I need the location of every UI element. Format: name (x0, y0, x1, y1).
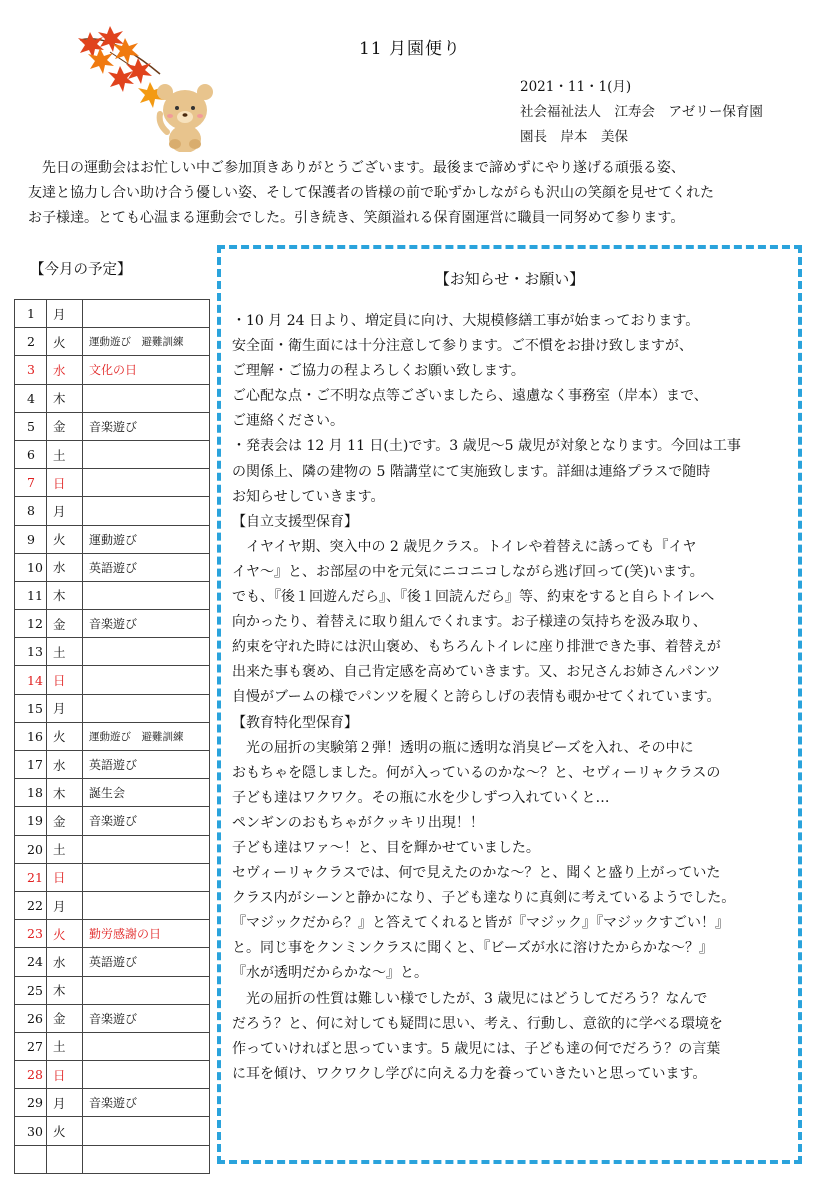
notice-line: 子ども達はワクワク。その瓶に水を少しずつ入れていくと… (232, 789, 610, 806)
schedule-day: 14 (15, 666, 47, 694)
schedule-weekday: 木 (47, 976, 83, 1004)
table-row (15, 1089, 210, 1117)
schedule-event (83, 497, 210, 525)
schedule-weekday: 金 (47, 1004, 83, 1032)
notice-line: に耳を傾け、ワクワクし学びに向える力を養っていきたいと思っています。 (232, 1065, 707, 1082)
schedule-day: 1 (15, 300, 47, 328)
notice-title: 【お知らせ・お願い】 (434, 270, 585, 288)
schedule-event: 勤労感謝の日 (83, 920, 210, 948)
notice-line: お知らせしていきます。 (232, 488, 385, 505)
notice-line: 自慢がブームの様でパンツを履くと誇らしげの表情も覗かせてくれています。 (232, 689, 721, 706)
notice-line: ペンギンのおもちゃがクッキリ出現！！ (232, 814, 484, 831)
schedule-event (83, 976, 210, 1004)
schedule-day: 2 (15, 328, 47, 356)
table-row (15, 1145, 210, 1173)
schedule-event (83, 638, 210, 666)
table-row (15, 384, 210, 412)
schedule-event: 運動遊び (83, 525, 210, 553)
table-row (15, 300, 210, 328)
notice-line: ご連絡ください。 (232, 413, 344, 430)
notice-line: 出来た事も褒め、自己肯定感を高めていきます。又、お兄さんお姉さんパンツ (232, 664, 721, 681)
schedule-day: 26 (15, 1004, 47, 1032)
schedule-event: 音楽遊び (83, 1004, 210, 1032)
schedule-weekday: 火 (47, 525, 83, 553)
schedule-weekday: 月 (47, 694, 83, 722)
schedule-event (83, 384, 210, 412)
schedule-weekday: 日 (47, 469, 83, 497)
schedule-day: 22 (15, 891, 47, 919)
notice-line: 【自立支援型保育】 (232, 513, 358, 530)
schedule-weekday: 土 (47, 1032, 83, 1060)
page-title: 11 月園便り (358, 39, 462, 59)
notice-line: おもちゃを隠しました。何が入っているのかな～？と、セヴィーリャクラスの (232, 764, 721, 781)
schedule-day: 3 (15, 356, 47, 384)
notice-line: ・10 月 24 日より、増定員に向け、大規模修繕工事が始まっております。 (232, 313, 700, 329)
schedule-event (83, 440, 210, 468)
schedule-weekday: 火 (47, 920, 83, 948)
table-row (15, 722, 210, 750)
schedule-weekday: 火 (47, 1117, 83, 1145)
table-row (15, 356, 210, 384)
table-row (15, 581, 210, 609)
table-row (15, 751, 210, 779)
table-row (15, 553, 210, 581)
schedule-weekday: 水 (47, 751, 83, 779)
schedule-event (83, 1061, 210, 1089)
schedule-day: 30 (15, 1117, 47, 1145)
notice-line: ご心配な点・ご不明な点等ございましたら、遠慮なく事務室（岸本）まで、 (232, 388, 708, 405)
table-row (15, 525, 210, 553)
schedule-weekday: 日 (47, 863, 83, 891)
schedule-day: 9 (15, 525, 47, 553)
schedule-weekday: 月 (47, 1089, 83, 1117)
notice-line: でも、『後１回遊んだら』、『後１回読んだら』等、約束をすると自らトイレへ (232, 589, 715, 606)
schedule-event: 音楽遊び (83, 807, 210, 835)
schedule-day: 4 (15, 384, 47, 412)
schedule-event: 英語遊び (83, 948, 210, 976)
schedule-day: 17 (15, 751, 47, 779)
schedule-day: 20 (15, 835, 47, 863)
schedule-weekday: 金 (47, 807, 83, 835)
notice-line: 光の屈折の実験第２弾！透明の瓶に透明な消臭ビーズを入れ、その中に (232, 739, 694, 756)
schedule-weekday: 土 (47, 638, 83, 666)
notice-line: 向かったり、着替えに取り組んでくれます。お子様達の気持ちを汲み取り、 (232, 614, 707, 631)
schedule-day: 11 (15, 581, 47, 609)
intro-line: 先日の運動会はお忙しい中ご参加頂きありがとうございます。最後まで諦めずにやり遂げる頑張る姿、 (28, 160, 685, 176)
schedule-weekday: 土 (47, 835, 83, 863)
table-row (15, 863, 210, 891)
table-row (15, 948, 210, 976)
table-row (15, 807, 210, 835)
schedule-weekday: 日 (47, 666, 83, 694)
notice-line: ご理解・ご協力の程よろしくお願い致します。 (232, 363, 525, 380)
schedule-event: 文化の日 (83, 356, 210, 384)
table-row (15, 835, 210, 863)
intro-line: 友達と協力し合い助け合う優しい姿、そして保護者の皆様の前で恥ずかしながらも沢山の笑顔を見せてくれた (28, 185, 714, 201)
schedule-day: 5 (15, 412, 47, 440)
table-row (15, 412, 210, 440)
schedule-day: 7 (15, 469, 47, 497)
schedule-event: 英語遊び (83, 553, 210, 581)
schedule-day: 8 (15, 497, 47, 525)
schedule-day: 23 (15, 920, 47, 948)
table-row (15, 666, 210, 694)
schedule-event (83, 863, 210, 891)
schedule-event: 音楽遊び (83, 412, 210, 440)
issue-date: 2021・11・1(月) (520, 79, 632, 95)
director-name: 園長 岸本 美保 (520, 129, 628, 145)
schedule-event: 英語遊び (83, 751, 210, 779)
schedule-heading: 【今月の予定】 (30, 262, 132, 278)
notice-line: 安全面・衛生面には十分注意して参ります。ご不慣をお掛け致しますが、 (232, 338, 693, 355)
table-row (15, 920, 210, 948)
schedule-weekday: 水 (47, 356, 83, 384)
schedule-day: 19 (15, 807, 47, 835)
schedule-day: 28 (15, 1061, 47, 1089)
schedule-weekday: 月 (47, 300, 83, 328)
schedule-weekday: 水 (47, 553, 83, 581)
schedule-day: 21 (15, 863, 47, 891)
notice-line: 約束を守れた時には沢山褒め、もちろんトイレに座り排泄できた事、着替えが (232, 639, 721, 656)
schedule-weekday: 日 (47, 1061, 83, 1089)
schedule-event: 運動遊び 避難訓練 (83, 328, 210, 356)
schedule-day: 25 (15, 976, 47, 1004)
notice-line: セヴィーリャクラスでは、何で見えたのかな～？と、聞くと盛り上がっていた (232, 865, 721, 882)
table-row (15, 1117, 210, 1145)
notice-line: 子ども達はワァ～！と、目を輝かせていました。 (232, 839, 540, 856)
bear-icon (157, 84, 213, 152)
schedule-weekday: 金 (47, 610, 83, 638)
notice-line: 作っていければと思っています。5 歳児には、子ども達の何でだろう？の言葉 (232, 1040, 721, 1057)
table-row (15, 440, 210, 468)
schedule-weekday: 木 (47, 779, 83, 807)
table-row (15, 610, 210, 638)
table-row (15, 976, 210, 1004)
schedule-event (83, 469, 210, 497)
schedule-event (83, 1117, 210, 1145)
table-row (15, 891, 210, 919)
table-row (15, 469, 210, 497)
schedule-event: 音楽遊び (83, 610, 210, 638)
schedule-weekday: 木 (47, 581, 83, 609)
schedule-weekday: 木 (47, 384, 83, 412)
notice-line: と。同じ事をクンミンクラスに聞くと、『ビーズが水に溶けたからかな～？』 (232, 940, 714, 957)
schedule-event: 運動遊び 避難訓練 (83, 722, 210, 750)
organization-name: 社会福祉法人 江寿会 アゼリー保育園 (520, 104, 763, 120)
notice-line: イヤイヤ期、突入中の 2 歳児クラス。トイレや着替えに誘っても『イヤ (232, 538, 697, 555)
table-row (15, 497, 210, 525)
notice-line: の関係上、隣の建物の 5 階講堂にて実施致します。詳細は連絡プラスで随時 (232, 463, 711, 480)
schedule-event (83, 694, 210, 722)
schedule-table (14, 299, 210, 1174)
schedule-event (83, 666, 210, 694)
schedule-event (83, 891, 210, 919)
notice-line: 『マジックだから？』と答えてくれると皆が『マジック』『マジックすごい！』 (232, 915, 729, 932)
schedule-day: 27 (15, 1032, 47, 1060)
table-row (15, 694, 210, 722)
schedule-weekday: 水 (47, 948, 83, 976)
schedule-day: 10 (15, 553, 47, 581)
notice-line: クラス内がシーンと静かになり、子ども達なりに真剣に考えているようでした。 (232, 890, 736, 907)
intro-line: お子様達。とても心温まる運動会でした。引き続き、笑顔溢れる保育園運営に職員一同努めて参ります。 (28, 210, 685, 226)
schedule-day: 13 (15, 638, 47, 666)
table-row (15, 638, 210, 666)
schedule-event (83, 835, 210, 863)
notice-line: 光の屈折の性質は難しい様でしたが、3 歳児にはどうしてだろう？なんで (232, 990, 708, 1007)
table-row (15, 1032, 210, 1060)
schedule-day: 6 (15, 440, 47, 468)
schedule-weekday: 金 (47, 412, 83, 440)
table-row (15, 1004, 210, 1032)
notice-line: 『水が透明だからかな～』と。 (232, 965, 428, 982)
schedule-event (83, 581, 210, 609)
schedule-day: 29 (15, 1089, 47, 1117)
notice-line: ・発表会は 12 月 11 日(土)です。3 歳児～5 歳児が対象となります。今回は工事 (232, 438, 741, 455)
schedule-weekday: 月 (47, 891, 83, 919)
schedule-weekday: 月 (47, 497, 83, 525)
schedule-event (83, 300, 210, 328)
schedule-weekday (47, 1145, 83, 1173)
notice-body (232, 309, 797, 1087)
schedule-event: 音楽遊び (83, 1089, 210, 1117)
schedule-day: 16 (15, 722, 47, 750)
schedule-day: 24 (15, 948, 47, 976)
schedule-event: 誕生会 (83, 779, 210, 807)
schedule-weekday: 火 (47, 722, 83, 750)
schedule-day: 15 (15, 694, 47, 722)
table-row (15, 1061, 210, 1089)
schedule-event (83, 1032, 210, 1060)
notice-line: イヤ～』と、お部屋の中を元気にニコニコしながら逃げ回って(笑)います。 (232, 563, 704, 580)
table-row (15, 779, 210, 807)
schedule-weekday: 土 (47, 440, 83, 468)
schedule-weekday: 火 (47, 328, 83, 356)
schedule-day (15, 1145, 47, 1173)
schedule-event (83, 1145, 210, 1173)
notice-line: 【教育特化型保育】 (232, 714, 358, 731)
intro-paragraph (28, 156, 808, 231)
table-row (15, 328, 210, 356)
schedule-day: 18 (15, 779, 47, 807)
notice-line: だろう？と、何に対しても疑問に思い、考え、行動し、意欲的に学べる環境を (232, 1015, 723, 1032)
header-meta (520, 75, 763, 150)
schedule-day: 12 (15, 610, 47, 638)
